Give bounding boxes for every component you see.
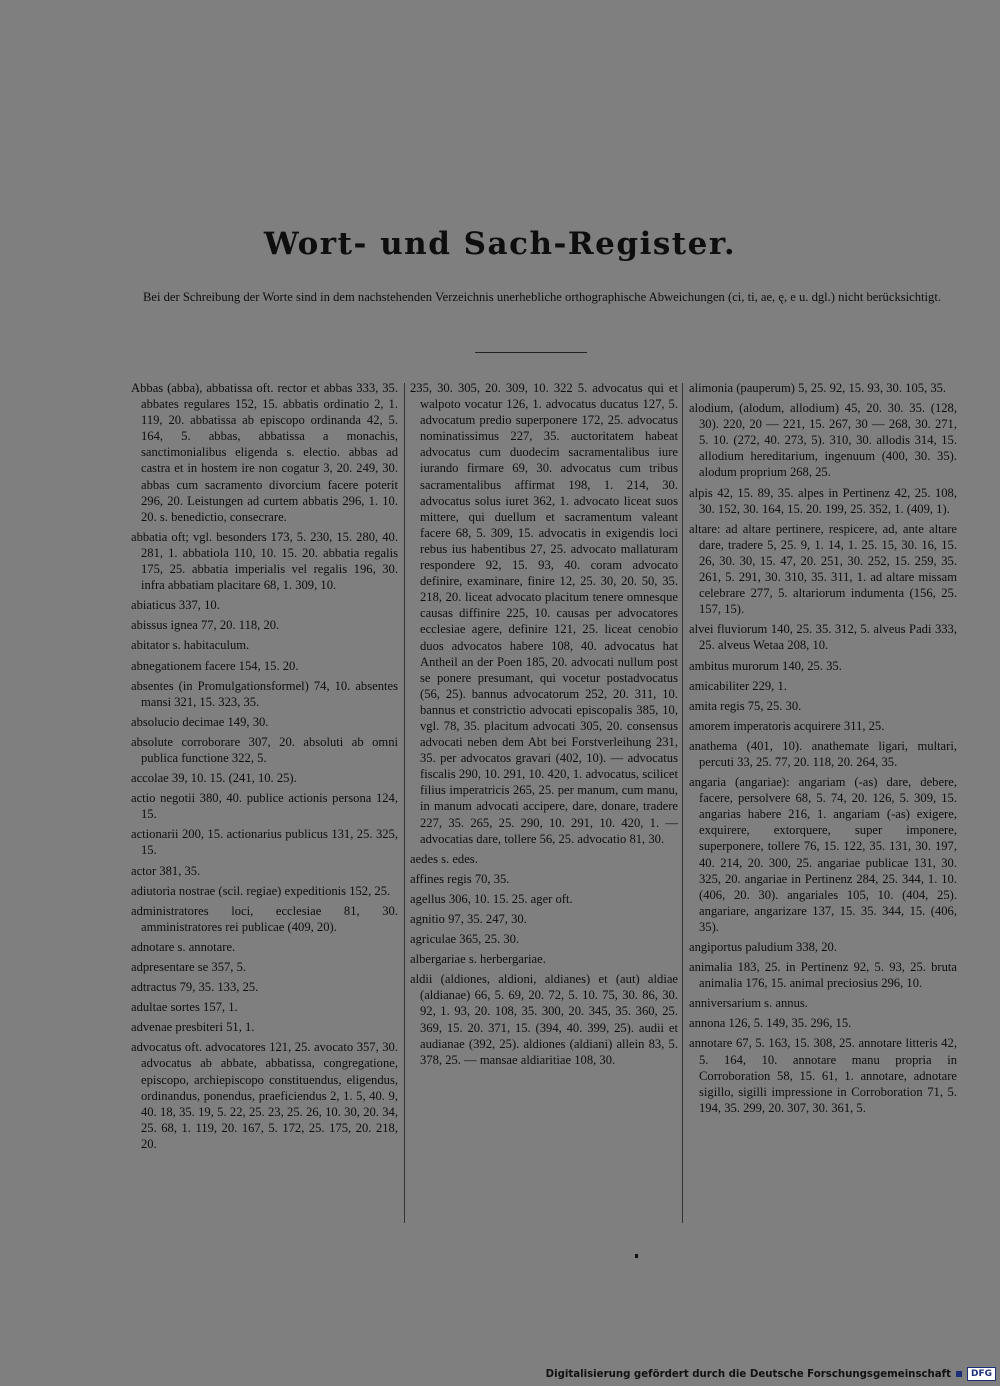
- ink-mark: [635, 1254, 638, 1258]
- divider: [475, 352, 587, 353]
- index-entry: adnotare s. annotare.: [131, 939, 236, 954]
- index-entry: agnitio 97, 35. 247, 30.: [410, 912, 527, 926]
- index-entry: angiportus paludium 338, 20.: [689, 940, 837, 954]
- index-entry: amita regis 75, 25. 30.: [689, 698, 802, 713]
- index-entry: 235, 30. 305, 20. 309, 10. 322 5. advocatus qui et walpoto vocatur 126, 1. advocatus ducatus 127, 5. advocatum predio superponere 172, 25. advocatus nominatissimus 227, 35. auctoritatem habeat advocatus cum duodecim sacramentalibus iure iurando firmare 69, 30. advocatus cum tribus sacramentalibus affirmat 198, 1. 214, 30. advocatus solus iuret 362, 1. advocato liceat suos mittere, qui duellum et sacramentum valeant facere 68, 5. 309, 15. advocatis in exigendis loci rebus ius habentibus 27, 25. advocato mallaturam respondere 92, 15. 93, 40. coram advocato definire, examinare, finire 12, 25. 30, 20. 50, 35. 218, 20. liceat advocato placitum tenere omnesque causas diffinire 225, 10. causas per advocatores ecclesiae agere, definire 121, 25. liceat cenobio duos advocatos habere 108, 40. advocatus hat Antheil an der Poen 185, 20. advocati nullum post se ponere presumant, qui vocetur postadvocatus (56, 25). bannus advocatorum 252, 20. 311, 10. bannus et constrictio advocati episcopalis 385, 10, vgl. 78, 35. placitum advocati 305, 20. consensus advocati neben dem Abt bei Forstverleihung 231, 35. per advocatos gravari (402, 10). — advocatus fiscalis 290, 10. 291, 10. 420, 1. advocatus, scilicet filius imperatricis 265, 25. per manum, cum manu, in manum advocati accipere, dare, donare, tradere 227, 35. 265, 25. 290, 10. 291, 10. 420, 1. — advocatias dare, tollere 56, 25. advocatio 81, 30.: [410, 381, 678, 846]
- index-entry: agellus 306, 10. 15. 25. ager oft.: [410, 891, 573, 906]
- dfg-logo: DFG: [967, 1367, 996, 1381]
- index-entry: abbatia oft; vgl. besonders 173, 5. 230, 15. 280, 40. 281, 1. abbatiola 110, 10. 15. 20. abbatia regalis 175, 25. abbatia imperialis vel regalis 196, 30. infra abbatiam placitare 68, 1. 309, 10.: [131, 529, 398, 593]
- index-entry: absolucio decimae 149, 30.: [131, 714, 269, 729]
- index-column-1: [131, 380, 398, 1156]
- index-entry: abissus ignea 77, 20. 118, 20.: [131, 618, 280, 633]
- index-entry: animalia 183, 25. in Pertinenz 92, 5. 93, 25. bruta animalia 176, 15. animal preciosius 296, 10.: [689, 960, 957, 991]
- index-entry: agriculae 365, 25. 30.: [410, 932, 520, 947]
- index-entry: Abbas (abba), abbatissa oft. rector et abbas 333, 35. abbates regulares 152, 15. abbatis ordinatio 2, 1. 119, 20. abbatissa ab episcopo ordinanda 42, 5. 164, 5. abbas, abbatissa a monachis, sanctimonialibus eligenda s. electio. abbas ad castra et in hostem ire non cogatur 3, 20. 249, 30. abbas cum sacramento divorcium facere poterit 296, 20. Leistungen ad curtem abbatis 296, 1. 10. 20. s. benedictio, consecrare.: [131, 381, 398, 524]
- index-entry: angaria (angariae): angariam (-as) dare, debere, facere, persolvere 68, 5. 74, 20. 126, 5. 309, 15. angarias habere 216, 1. angariam (-as) exigere, exquirere, extorquere, super imponere, superponere, tollere 76, 15. 122, 35. 131, 30. 197, 40. 214, 20. 300, 25. angariae publicae 131, 30. 325, 20. angariae in Pertinenz 284, 25. 344, 1. 10. (406, 20. 30). angariales 105, 10. (404, 25). angariare, angarizare 137, 15. 35. 344, 15. (406, 35).: [689, 775, 957, 934]
- index-entry: affines regis 70, 35.: [410, 871, 510, 886]
- index-entry: actor 381, 35.: [131, 863, 201, 878]
- index-entry: altare: ad altare pertinere, respicere, ad, ante altare dare, tradere 5, 25. 9, 1. 14, 1. 25. 15, 30. 16, 15. 26, 30. 30, 15. 47, 20. 251, 30. 252, 15. 259, 35. 261, 5. 291, 30. 310, 35. 311, 1. ad altare missam celebrare 277, 5. altariorum indumenta (156, 25. 157, 15).: [689, 521, 957, 617]
- index-entry: anniversarium s. annus.: [689, 996, 808, 1011]
- footer: [546, 1364, 996, 1384]
- index-entry: adiutoria nostrae (scil. regiae) expeditionis 152, 25.: [131, 883, 391, 898]
- index-entry: adtractus 79, 35. 133, 25.: [131, 980, 259, 995]
- index-entry: absolute corroborare 307, 20. absoluti ab omni publica functione 322, 5.: [131, 734, 398, 765]
- index-entry: ambitus murorum 140, 25. 35.: [689, 658, 842, 673]
- page-subtitle: Bei der Schreibung der Worte sind in dem nachstehenden Verzeichnis unerhebliche orthographische Abweichungen (ci, ti, ae, ę, e u. dgl.) nicht berücksichtigt.: [143, 290, 941, 304]
- index-column-2: [410, 380, 678, 1072]
- index-entry: annotare 67, 5. 163, 15. 308, 25. annotare litteris 42, 5. 164, 10. annotare manu propria in Corroboration 58, 15. 61, 1. annotare, adnotare sigillo, sigilli impressione in Corroboration 71, 5. 194, 35. 299, 20. 307, 30. 361, 5.: [689, 1036, 957, 1115]
- index-column-3: [689, 380, 957, 1120]
- index-entry: alpis 42, 15. 89, 35. alpes in Pertinenz 42, 25. 108, 30. 152, 30. 164, 15. 20. 199, 25. 352, 1. (409, 1).: [689, 485, 957, 516]
- index-entry: amicabiliter 229, 1.: [689, 678, 787, 693]
- column-divider: [682, 383, 683, 1223]
- index-entry: aldii (aldiones, aldioni, aldianes) et (aut) aldiae (aldianae) 66, 5. 69, 20. 72, 5. 10. 75, 30. 86, 30. 92, 1. 93, 20. 108, 35. 300, 20. 345, 35. 360, 25. 369, 15. 20. 371, 15. (394, 40. 399, 25). audii et audianae (392, 25). aldiones (aldiani) allein 83, 5. 378, 25. — mansae aldiaritiae 108, 30.: [410, 972, 678, 1067]
- index-entry: actio negotii 380, 40. publice actionis persona 124, 15.: [131, 791, 398, 822]
- page-title: Wort- und Sach-Register.: [263, 226, 737, 262]
- index-entry: administratores loci, ecclesiae 81, 30. amministratores rei publicae (409, 20).: [131, 903, 398, 934]
- index-entry: abitator s. habitaculum.: [131, 638, 250, 653]
- index-entry: alvei fluviorum 140, 25. 35. 312, 5. alveus Padi 333, 25. alveus Wetaa 208, 10.: [689, 622, 957, 653]
- index-entry: amorem imperatoris acquirere 311, 25.: [689, 718, 885, 733]
- index-entry: accolae 39, 10. 15. (241, 10. 25).: [131, 771, 297, 786]
- index-entry: anathema (401, 10). anathemate ligari, multari, percuti 33, 25. 77, 20. 118, 20. 264, 35.: [689, 738, 957, 769]
- column-divider: [404, 383, 405, 1223]
- index-entry: advenae presbiteri 51, 1.: [131, 1020, 255, 1035]
- index-entry: albergariae s. herbergariae.: [410, 952, 546, 967]
- index-entry: alimonia (pauperum) 5, 25. 92, 15. 93, 30. 105, 35.: [689, 381, 947, 395]
- index-entry: adultae sortes 157, 1.: [131, 1000, 238, 1015]
- index-entry: aedes s. edes.: [410, 851, 478, 866]
- index-entry: adpresentare se 357, 5.: [131, 960, 247, 974]
- index-entry: alodium, (alodum, allodium) 45, 20. 30. 35. (128, 30). 220, 20 — 221, 15. 267, 30 — 268, 30. 271, 5. 10. (272, 40. 273, 5). 310, 30. allodis 314, 15. allodium hereditarium, ingenuum (400, 30. 35). alodum proprium 268, 25.: [689, 401, 957, 480]
- index-entry: annona 126, 5. 149, 35. 296, 15.: [689, 1016, 852, 1031]
- index-entry: actionarii 200, 15. actionarius publicus 131, 25. 325, 15.: [131, 827, 398, 858]
- index-entry: absentes (in Promulgationsformel) 74, 10. absentes mansi 321, 15. 323, 35.: [131, 678, 398, 709]
- index-entry: abnegationem facere 154, 15. 20.: [131, 658, 299, 673]
- dfg-mark-icon: [956, 1371, 962, 1377]
- index-entry: advocatus oft. advocatores 121, 25. avocato 357, 30. advocatus ab abbate, abbatissa, congregatione, episcopo, archiepiscopo constituendus, eligendus, ordinandus, ponendus, praeficiendus 2, 1. 5, 40. 9, 40. 18, 35. 19, 5. 22, 25. 23, 25. 26, 10. 30, 20. 34, 25. 68, 1. 119, 20. 167, 5. 172, 25. 175, 20. 218, 20.: [131, 1040, 398, 1151]
- footer-text: Digitalisierung gefördert durch die Deutsche Forschungsgemeinschaft: [545, 1368, 951, 1380]
- index-entry: abiaticus 337, 10.: [131, 598, 220, 613]
